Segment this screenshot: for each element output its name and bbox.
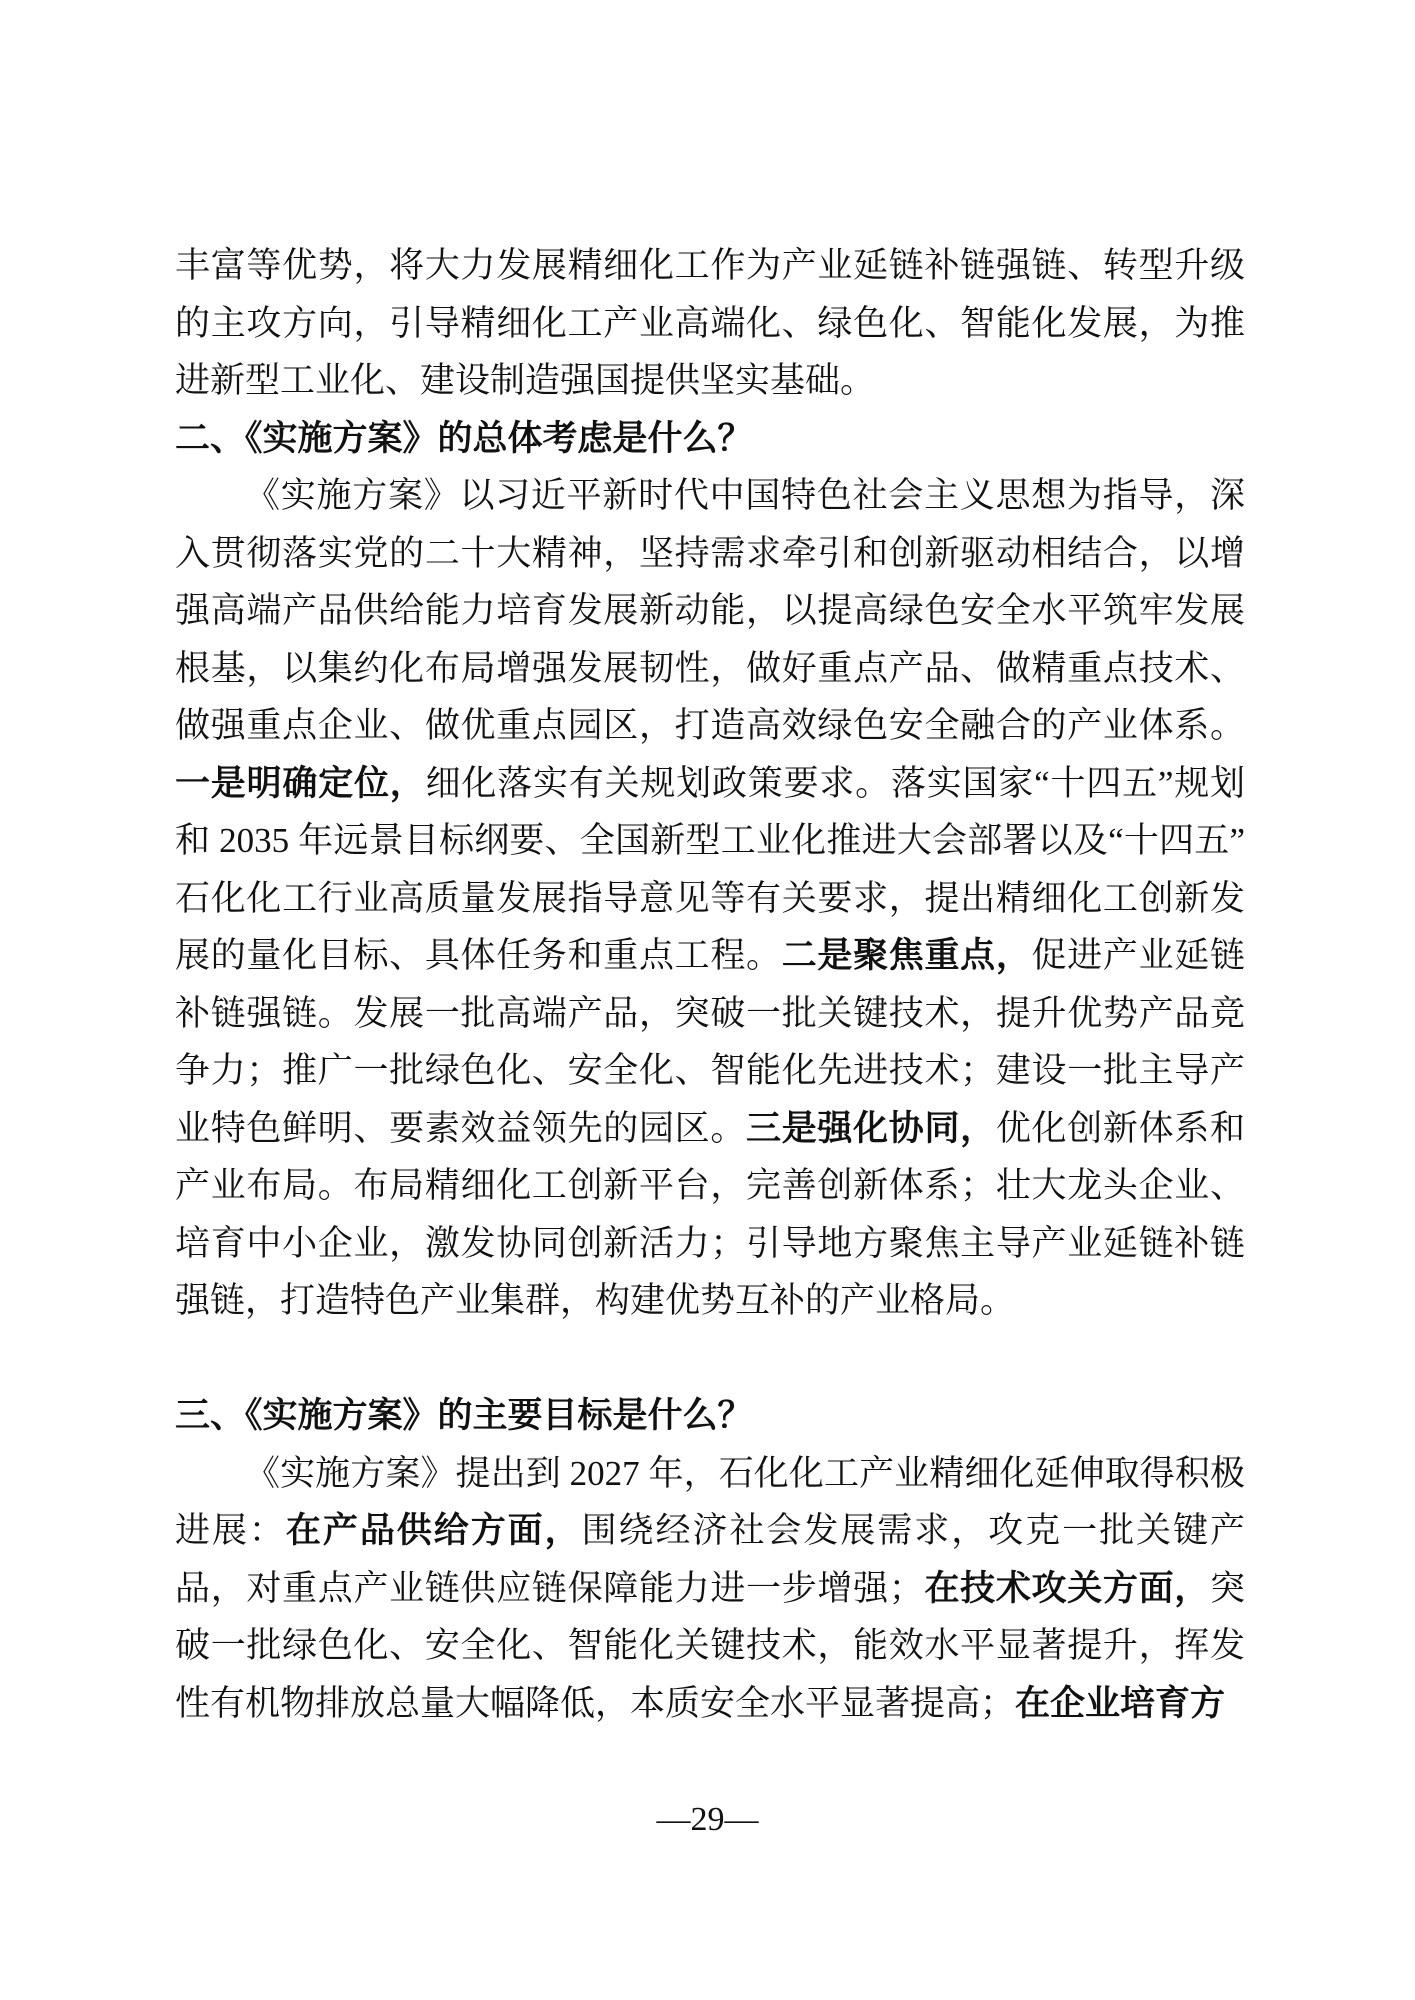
bold-text-run: 二、《实施方案》的总体考虑是什么？: [175, 418, 753, 458]
bold-text-run: 在技术攻关方面，: [923, 1568, 1210, 1608]
text-run: 《实施方案》以习近平新时代中国特色社会主义思想为指导，深入贯彻落实党的二十大精神，坚持需求牵引和创新驱动相结合，以增强高端产品供给能力培育发展新动能，以提高绿色安全水平筑牢发展根基，以集约化布局增强发展韧性，做好重点产品、做精重点技术、做强重点企业、做优重点园区，打造高效绿色安全融合的产业体系。: [175, 476, 1245, 745]
bold-text-run: 一是明确定位，: [175, 763, 426, 803]
text-run: 《实施方案》提出到 2027 年，石化化工产业精细化延伸取得积极进展：: [175, 1453, 1245, 1550]
document-body: [175, 237, 1245, 1732]
bold-text-run: 在企业培育方: [1015, 1683, 1226, 1723]
bold-text-run: 三、《实施方案》的主要目标是什么？: [175, 1396, 753, 1435]
bold-text-run: 在产品供给方面，: [285, 1511, 582, 1550]
text-run: 突破一批绿色化、安全化、智能化关键技术，能效水平显著提升，挥发性有机物排放总量大幅降低，本质安全水平显著提高；: [175, 1568, 1245, 1723]
page-number: —29—: [656, 1801, 759, 1838]
text-run: 丰富等优势，将大力发展精细化工作为产业延链补链强链、转型升级的主攻方向，引导精细化工产业高端化、绿色化、智能化发展，为推进新型工业化、建设制造强国提供坚实基础。: [175, 246, 1245, 400]
body-paragraph: [175, 1445, 1245, 1733]
text-run: 细化落实有关规划政策要求。落实国家“十四五”规划和 2035 年远景目标纲要、全国新型工业化推进大会部署以及“十四五”石化化工行业高质量发展指导意见等有关要求，提出精细化工创新发展的量化目标、具体任务和重点工程。: [175, 763, 1245, 975]
text-run: 围绕经济社会发展需求，攻克一批关键产品，对重点产业链供应链保障能力进一步增强；: [175, 1511, 1245, 1608]
body-paragraph: [175, 467, 1245, 1330]
text-run: 优化创新体系和产业布局。布局精细化工创新平台，完善创新体系；壮大龙头企业、培育中小企业，激发协同创新活力；引导地方聚焦主导产业延链补链强链，打造特色产业集群，构建优势互补的产业格局。: [175, 1108, 1245, 1320]
section-heading: [175, 410, 1245, 468]
bold-text-run: 三是强化协同，: [746, 1108, 996, 1148]
text-run: 促进产业延链补链强链。发展一批高端产品，突破一批关键技术，提升优势产品竞争力；推广一批绿色化、安全化、智能化先进技术；建设一批主导产业特色鲜明、要素效益领先的园区。: [175, 936, 1245, 1148]
body-paragraph: [175, 237, 1245, 410]
bold-text-run: 二是聚焦重点，: [781, 936, 1032, 975]
section-heading: [175, 1387, 1245, 1445]
page-footer: [0, 1800, 1415, 1840]
